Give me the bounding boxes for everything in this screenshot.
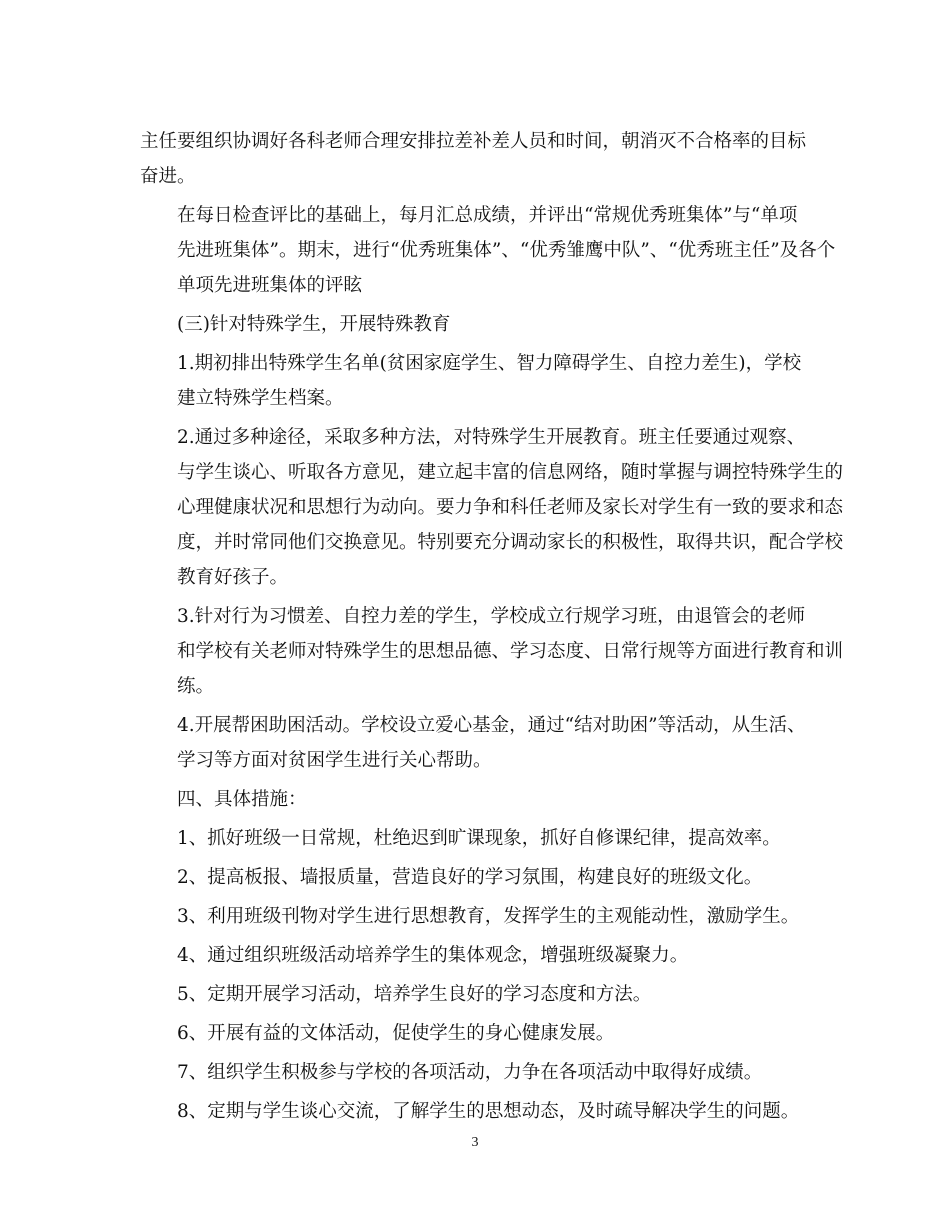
text-line: 主任要组织协调好各科老师合理安排拉差补差人员和时间，朝消灭不合格率的目标 (140, 131, 807, 152)
paragraph (140, 938, 812, 973)
text-line: 1.期初排出特殊学生名单(贫困家庭学生、智力障碍学生、自控力差生)，学校 (177, 353, 802, 374)
text-line: 心理健康状况和思想行为动向。要力争和科任老师及家长对学生有一致的要求和态 (177, 497, 844, 518)
paragraph (140, 977, 812, 1012)
text-line: 7、组织学生积极参与学校的各项活动，力争在各项活动中取得好成绩。 (177, 1062, 763, 1083)
paragraph (140, 346, 812, 416)
text-line: 度，并时常同他们交换意见。特别要充分调动家长的积极性，取得共识，配合学校 (177, 532, 844, 553)
text-line: 5、定期开展学习活动，培养学生良好的学习态度和方法。 (177, 984, 652, 1005)
text-line: 四、具体措施： (177, 789, 307, 810)
paragraph (140, 198, 836, 303)
paragraph (140, 307, 812, 342)
paragraph (140, 782, 812, 817)
paragraph (140, 420, 844, 595)
text-line: 6、开展有益的文体活动，促使学生的身心健康发展。 (177, 1023, 615, 1044)
paragraph (140, 708, 812, 778)
text-line: 4.开展帮困助困活动。学校设立爱心基金，通过“结对助困”等活动，从生活、 (177, 715, 806, 736)
paragraph (140, 124, 812, 194)
text-line: 教育好孩子。 (177, 567, 289, 588)
text-line: 和学校有关老师对特殊学生的思想品德、学习态度、日常行规等方面进行教育和训 (177, 641, 844, 662)
text-line: 2.通过多种途径，采取多种方法，对特殊学生开展教育。班主任要通过观察、 (177, 427, 806, 448)
text-line: 1、抓好班级一日常规，杜绝迟到旷课现象，抓好自修课纪律，提高效率。 (177, 828, 781, 849)
text-line: 与学生谈心、听取各方意见，建立起丰富的信息网络，随时掌握与调控特殊学生的 (177, 462, 844, 483)
text-line: 建立特殊学生档案。 (177, 388, 344, 409)
paragraph (140, 899, 812, 934)
text-line: 2、提高板报、墙报质量，营造良好的学习氛围，构建良好的班级文化。 (177, 867, 763, 888)
text-line: 学习等方面对贫困学生进行关心帮助。 (177, 750, 492, 771)
text-line: (三)针对特殊学生，开展特殊教育 (177, 314, 451, 335)
text-line: 单项先进班集体的评眩 (177, 275, 363, 296)
paragraph (140, 1055, 812, 1090)
text-line: 先进班集体”。期末，进行“优秀班集体”、“优秀雏鹰中队”、“优秀班主任”及各个 (177, 240, 836, 261)
paragraph (140, 821, 812, 856)
text-line: 8、定期与学生谈心交流，了解学生的思想动态，及时疏导解决学生的问题。 (177, 1101, 800, 1122)
text-line: 3.针对行为习惯差、自控力差的学生，学校成立行规学习班，由退管会的老师 (177, 606, 806, 627)
text-line: 奋进。 (140, 166, 196, 187)
paragraph (140, 599, 844, 704)
text-line: 3、利用班级刊物对学生进行思想教育，发挥学生的主观能动性，激励学生。 (177, 906, 800, 927)
paragraph (140, 1094, 812, 1129)
text-line: 在每日检查评比的基础上，每月汇总成绩，并评出“常规优秀班集体”与“单项 (177, 205, 798, 226)
text-line: 4、通过组织班级活动培养学生的集体观念，增强班级凝聚力。 (177, 945, 689, 966)
paragraph (140, 860, 812, 895)
paragraph (140, 1016, 812, 1051)
text-line: 练。 (177, 676, 215, 697)
document-body (140, 124, 844, 1133)
page-number: 3 (471, 1135, 479, 1150)
